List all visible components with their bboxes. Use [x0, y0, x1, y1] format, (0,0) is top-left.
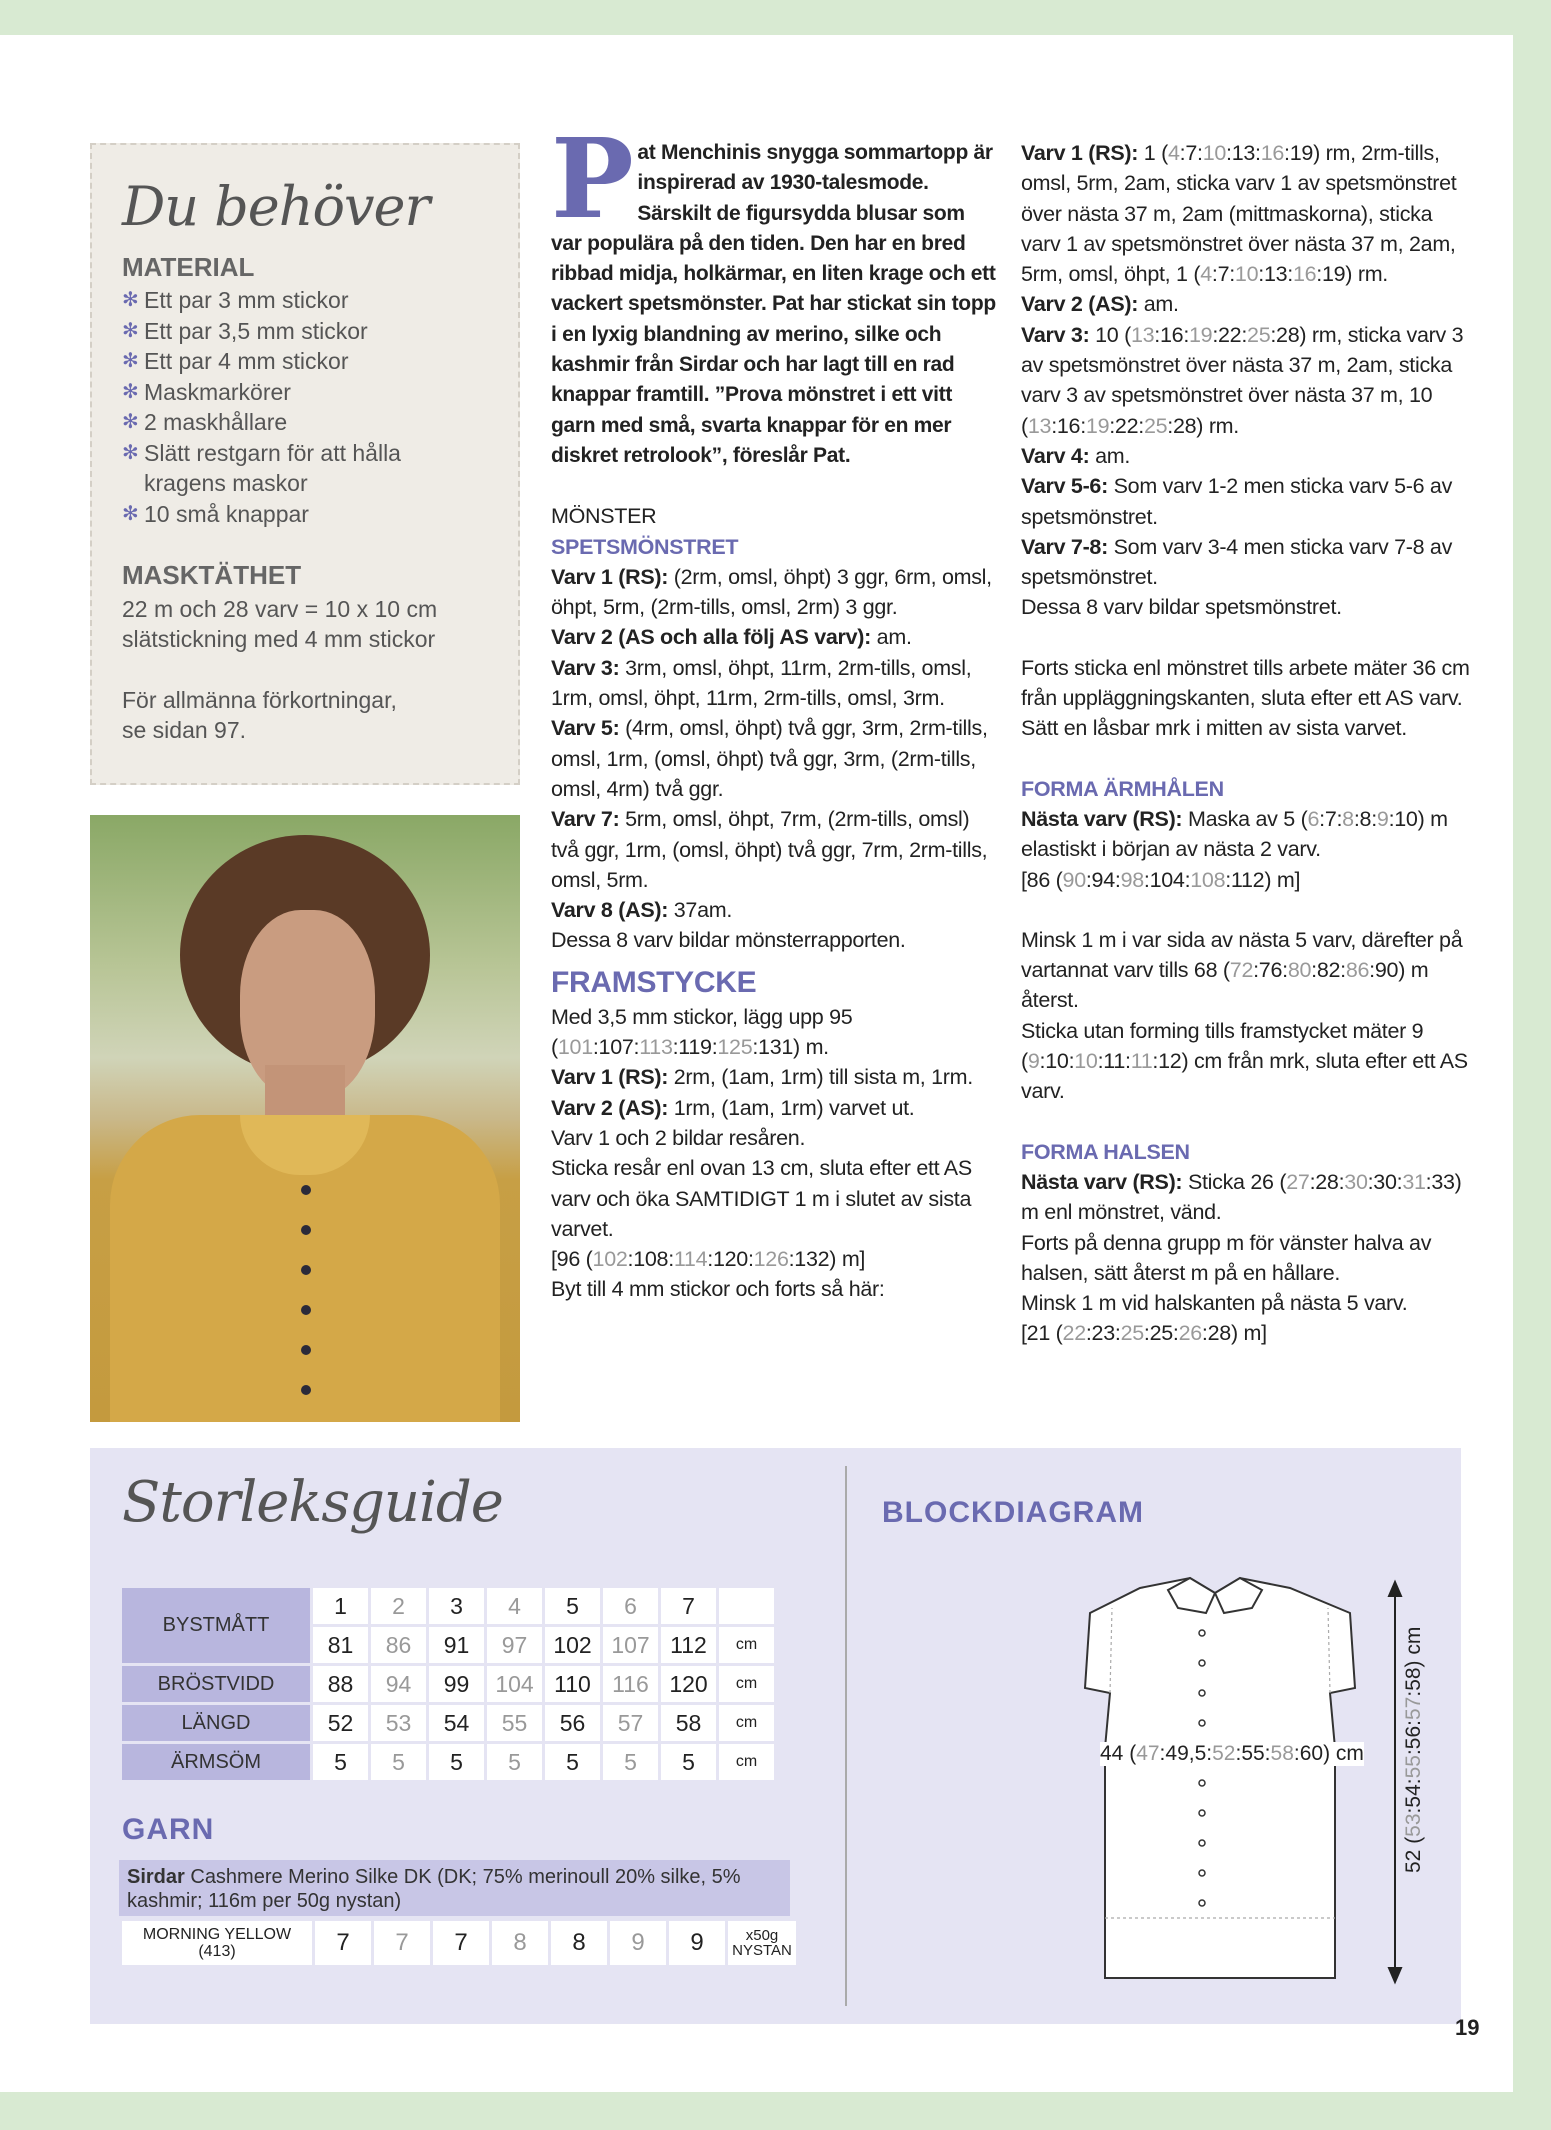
neck-instruction: Nästa varv (RS): Sticka 26 (27:28:30:30:31:33) m enl mönstret, vänd. — [1021, 1169, 1462, 1225]
material-list — [122, 285, 512, 529]
block-diagram-title: BLOCKDIAGRAM — [882, 1496, 1144, 1529]
yarn-description: Sirdar Cashmere Merino Silke DK (DK; 75% merinoull 20% silke, 5% kashmir; 116m per 50g nystan) — [119, 1860, 790, 1916]
material-item — [122, 316, 512, 347]
table-cell: 52 — [313, 1705, 368, 1741]
rib-instructions: Sticka resår enl ovan 13 cm, sluta efter ett AS varv och öka SAMTIDIGT 1 m i slutet av sista varvet. — [551, 1156, 972, 1241]
tension-line: 22 m och 28 varv = 10 x 10 cm — [122, 596, 438, 622]
row-label: BRÖSTVIDD — [122, 1666, 310, 1702]
table-cell: 110 — [545, 1666, 600, 1702]
yarn-quantity: 8 — [551, 1921, 607, 1965]
tension-text — [122, 594, 512, 654]
material-item — [122, 407, 512, 438]
row-label: BYSTMÅTT — [122, 1588, 310, 1663]
cast-on-text: Med 3,5 mm stickor, lägg upp 95 (101:107:113:119:125:131) m. — [551, 1004, 853, 1060]
table-cell: 102 — [545, 1627, 600, 1663]
pattern-row: Varv 8 (AS): 37am. — [551, 898, 733, 923]
table-cell: 58 — [661, 1705, 716, 1741]
neck-decrease: Minsk 1 m vid halskanten på nästa 5 varv. — [1021, 1291, 1408, 1316]
yarn-quantity: 7 — [374, 1921, 430, 1965]
size-number: 4 — [487, 1588, 542, 1624]
pattern-column — [551, 114, 996, 1305]
pattern-row: Dessa 8 varv bildar mönsterrapporten. — [551, 928, 906, 953]
pattern-row: Varv 2 (AS och alla följ AS varv): am. — [551, 625, 912, 650]
bullet-star-icon: ✻ — [122, 502, 139, 525]
bullet-star-icon: ✻ — [122, 380, 139, 403]
bullet-star-icon: ✻ — [122, 411, 139, 433]
table-cell: 104 — [487, 1666, 542, 1702]
table-cell: 99 — [429, 1666, 484, 1702]
block-diagram — [1010, 1568, 1430, 1998]
table-cell: 5 — [603, 1744, 658, 1780]
table-cell: 57 — [603, 1705, 658, 1741]
yarn-quantity: 7 — [433, 1921, 489, 1965]
yarn-heading: GARN — [122, 1813, 215, 1846]
row-1-instruction: Varv 1 (RS): 1 (4:7:10:13:16:19) rm, 2rm-tills, omsl, 5rm, 2am, sticka varv 1 av spetsmönstret över nästa 37 m, 2am (mittmaskorna), sticka varv 1 av spetsmönstret över nästa 37 m, 2am, 5rm, omsl, öhpt, 1 (4:7:10:13:16:19) rm. — [1021, 141, 1457, 287]
garment-schematic — [1010, 1568, 1430, 1998]
row-label: ÄRMSÖM — [122, 1744, 310, 1780]
yarn-table — [119, 1918, 799, 1968]
pattern-label: MÖNSTER — [551, 504, 657, 529]
unit-cell — [719, 1588, 774, 1624]
table-cell: 5 — [661, 1744, 716, 1780]
front-heading: FRAMSTYCKE — [551, 965, 757, 999]
page-number: 19 — [1455, 2015, 1480, 2040]
shirt-button — [301, 1265, 311, 1275]
material-item-text: 2 maskhållare — [144, 409, 288, 435]
table-cell: 94 — [371, 1666, 426, 1702]
table-cell: 86 — [371, 1627, 426, 1663]
rib-note: Varv 1 och 2 bildar resåren. — [551, 1125, 806, 1150]
neck-count: [21 (22:23:25:25:26:28) m] — [1021, 1321, 1267, 1346]
row-label: LÄNGD — [122, 1705, 310, 1741]
size-number: 1 — [313, 1588, 368, 1624]
bullet-star-icon: ✻ — [122, 319, 139, 342]
table-cell: 55 — [487, 1705, 542, 1741]
unit-cell: cm — [719, 1666, 774, 1702]
instructions-column — [1021, 138, 1471, 1349]
yarn-quantity: 9 — [669, 1921, 725, 1965]
table-cell: 5 — [371, 1744, 426, 1780]
neck-continue: Forts på denna grupp m för vänster halva av halsen, sätt återst m på en hållare. — [1021, 1230, 1432, 1285]
stitch-count: [96 (102:108:114:120:126:132) m] — [551, 1247, 866, 1272]
size-guide-title: Storleksguide — [122, 1470, 503, 1535]
bullet-star-icon: ✻ — [122, 350, 139, 372]
intro-paragraph — [551, 114, 996, 471]
pattern-row: Varv 3: 3rm, omsl, öhpt, 11rm, 2rm-tills, omsl, 1rm, omsl, öhpt, 11rm, 2rm-tills, omsl, 3rm. — [551, 655, 972, 711]
materials-sidebar — [90, 143, 520, 785]
table-cell: 107 — [603, 1627, 658, 1663]
sidebar-title: Du behöver — [122, 175, 430, 238]
shirt-button — [301, 1225, 311, 1235]
table-cell: 112 — [661, 1627, 716, 1663]
marker-text: Sätt en låsbar mrk i mitten av sista varvet. — [1021, 716, 1407, 741]
continue-text: Forts sticka enl mönstret tills arbete mäter 36 cm från uppläggningskanten, sluta efter ett AS varv. — [1021, 655, 1470, 711]
material-item — [122, 377, 512, 408]
drop-cap: P — [551, 114, 634, 243]
table-cell: 5 — [545, 1744, 600, 1780]
yarn-quantity: 9 — [610, 1921, 666, 1965]
panel-divider — [845, 1466, 847, 2006]
yarn-quantity: 7 — [315, 1921, 371, 1965]
material-item-text: Maskmarkörer — [144, 378, 291, 405]
size-number: 3 — [429, 1588, 484, 1624]
pattern-row: Varv 1 (RS): (2rm, omsl, öhpt) 3 ggr, 6rm, omsl, öhpt, 5rm, (2rm-tills, omsl, 2rm) 3 ggr. — [551, 564, 992, 620]
material-item-text: Ett par 4 mm stickor — [144, 348, 349, 374]
rib-row-2: Varv 2 (AS): 1rm, (1am, 1rm) varvet ut. — [551, 1095, 915, 1120]
intro-text: at Menchinis snygga sommartopp är inspirerad av 1930-talesmode. Särskilt de figursydda blusar som var populära på den tiden. Den har en bred ribbad midja, holkärmar, en liten krage och ett vackert spetsmönster. Pat har stickat sin topp i en lyxig blandning av merino, silke och kashmir från Sirdar och har lagt till en rad knappar framtill. ”Prova mönstret i ett vitt garn med små, svarta knappar för en mer diskret retrolook”, föreslår Pat. — [551, 141, 996, 467]
size-table — [119, 1585, 777, 1783]
material-heading: MATERIAL — [122, 252, 255, 282]
armhole-heading: FORMA ÄRMHÅLEN — [1021, 776, 1224, 801]
width-measurement: 44 (47:49,5:52:55:58:60) cm — [1100, 1742, 1364, 1765]
straight-text: Sticka utan forming tills framstycket mäter 9 (9:10:10:11:11:12) cm från mrk, sluta efter ett AS varv. — [1021, 1018, 1468, 1104]
size-number: 2 — [371, 1588, 426, 1624]
table-cell: 5 — [429, 1744, 484, 1780]
material-item — [122, 499, 512, 530]
pattern-row: Varv 7: 5rm, omsl, öhpt, 7rm, (2rm-tills, omsl) två ggr, 1rm, (omsl, öhpt) två ggr, 7rm, 2rm-tills, omsl, 5rm. — [551, 807, 988, 892]
row-2-instruction: Varv 2 (AS): am. — [1021, 292, 1179, 317]
table-cell: 53 — [371, 1705, 426, 1741]
material-item-text: Slätt restgarn för att hålla kragens maskor — [144, 439, 401, 496]
shirt-button — [301, 1305, 311, 1315]
size-number: 7 — [661, 1588, 716, 1624]
bullet-star-icon: ✻ — [122, 289, 139, 311]
shirt-button — [301, 1385, 311, 1395]
height-measurement: 52 (53:54:55:56:57:58) cm — [1402, 1626, 1425, 1873]
material-item — [122, 438, 512, 499]
shirt-button — [301, 1345, 311, 1355]
row-7-8-instruction: Varv 7-8: Som varv 3-4 men sticka varv 7-8 av spetsmönstret. — [1021, 534, 1453, 590]
table-cell: 97 — [487, 1627, 542, 1663]
abbr-line: se sidan 97. — [122, 717, 247, 743]
abbr-line: För allmänna förkortningar, — [122, 687, 397, 713]
row-3-instruction: Varv 3: 10 (13:16:19:22:25:28) rm, sticka varv 3 av spetsmönstret över nästa 37 m, 2am, sticka varv 3 av spetsmönstret över nästa 37 m, 10 (13:16:19:22:25:28) rm. — [1021, 322, 1464, 438]
repeat-note: Dessa 8 varv bildar spetsmönstret. — [1021, 595, 1342, 620]
shirt-button — [301, 1185, 311, 1195]
armhole-instruction: Nästa varv (RS): Maska av 5 (6:7:8:8:9:10) m elastiskt i början av nästa 2 varv. — [1021, 806, 1448, 862]
neck-heading: FORMA HALSEN — [1021, 1139, 1190, 1164]
material-item-text: Ett par 3,5 mm stickor — [144, 317, 368, 344]
yarn-color: MORNING YELLOW (413) — [122, 1921, 312, 1965]
table-cell: 5 — [313, 1744, 368, 1780]
table-cell: 116 — [603, 1666, 658, 1702]
material-item-text: 10 små knappar — [144, 500, 309, 527]
pattern-rows — [551, 562, 996, 956]
tension-heading: MASKTÄTHET — [122, 560, 302, 590]
abbreviations-note — [122, 685, 512, 745]
table-cell: 88 — [313, 1666, 368, 1702]
tension-line: slätstickning med 4 mm stickor — [122, 626, 436, 652]
needle-switch-text: Byt till 4 mm stickor och forts så här: — [551, 1277, 885, 1302]
lace-pattern-heading: SPETSMÖNSTRET — [551, 534, 739, 559]
model-photo — [90, 815, 520, 1422]
material-item — [122, 285, 512, 316]
yarn-quantity: 8 — [492, 1921, 548, 1965]
row-5-6-instruction: Varv 5-6: Som varv 1-2 men sticka varv 5-6 av spetsmönstret. — [1021, 474, 1453, 529]
table-cell: 56 — [545, 1705, 600, 1741]
unit-cell: cm — [719, 1744, 774, 1780]
table-cell: 120 — [661, 1666, 716, 1702]
bullet-star-icon: ✻ — [122, 441, 139, 464]
decrease-text: Minsk 1 m i var sida av nästa 5 varv, därefter på vartannat varv tills 68 (72:76:80:82:86:90) m återst. — [1021, 927, 1463, 1013]
material-item — [122, 346, 512, 377]
material-item-text: Ett par 3 mm stickor — [144, 287, 349, 313]
table-cell: 54 — [429, 1705, 484, 1741]
row-4-instruction: Varv 4: am. — [1021, 443, 1131, 468]
size-number: 6 — [603, 1588, 658, 1624]
table-cell: 91 — [429, 1627, 484, 1663]
rib-row-1: Varv 1 (RS): 2rm, (1am, 1rm) till sista m, 1rm. — [551, 1065, 973, 1090]
pattern-row: Varv 5: (4rm, omsl, öhpt) två ggr, 3rm, 2rm-tills, omsl, 1rm, (omsl, öhpt) två ggr, 3rm, (2rm-tills, omsl, 4rm) två ggr. — [551, 716, 988, 801]
yarn-unit: x50g NYSTAN — [728, 1921, 796, 1965]
unit-cell: cm — [719, 1705, 774, 1741]
table-cell: 5 — [487, 1744, 542, 1780]
unit-cell: cm — [719, 1627, 774, 1663]
size-guide-panel — [90, 1448, 1461, 2024]
size-number: 5 — [545, 1588, 600, 1624]
table-cell: 81 — [313, 1627, 368, 1663]
armhole-count: [86 (90:94:98:104:108:112) m] — [1021, 867, 1301, 892]
